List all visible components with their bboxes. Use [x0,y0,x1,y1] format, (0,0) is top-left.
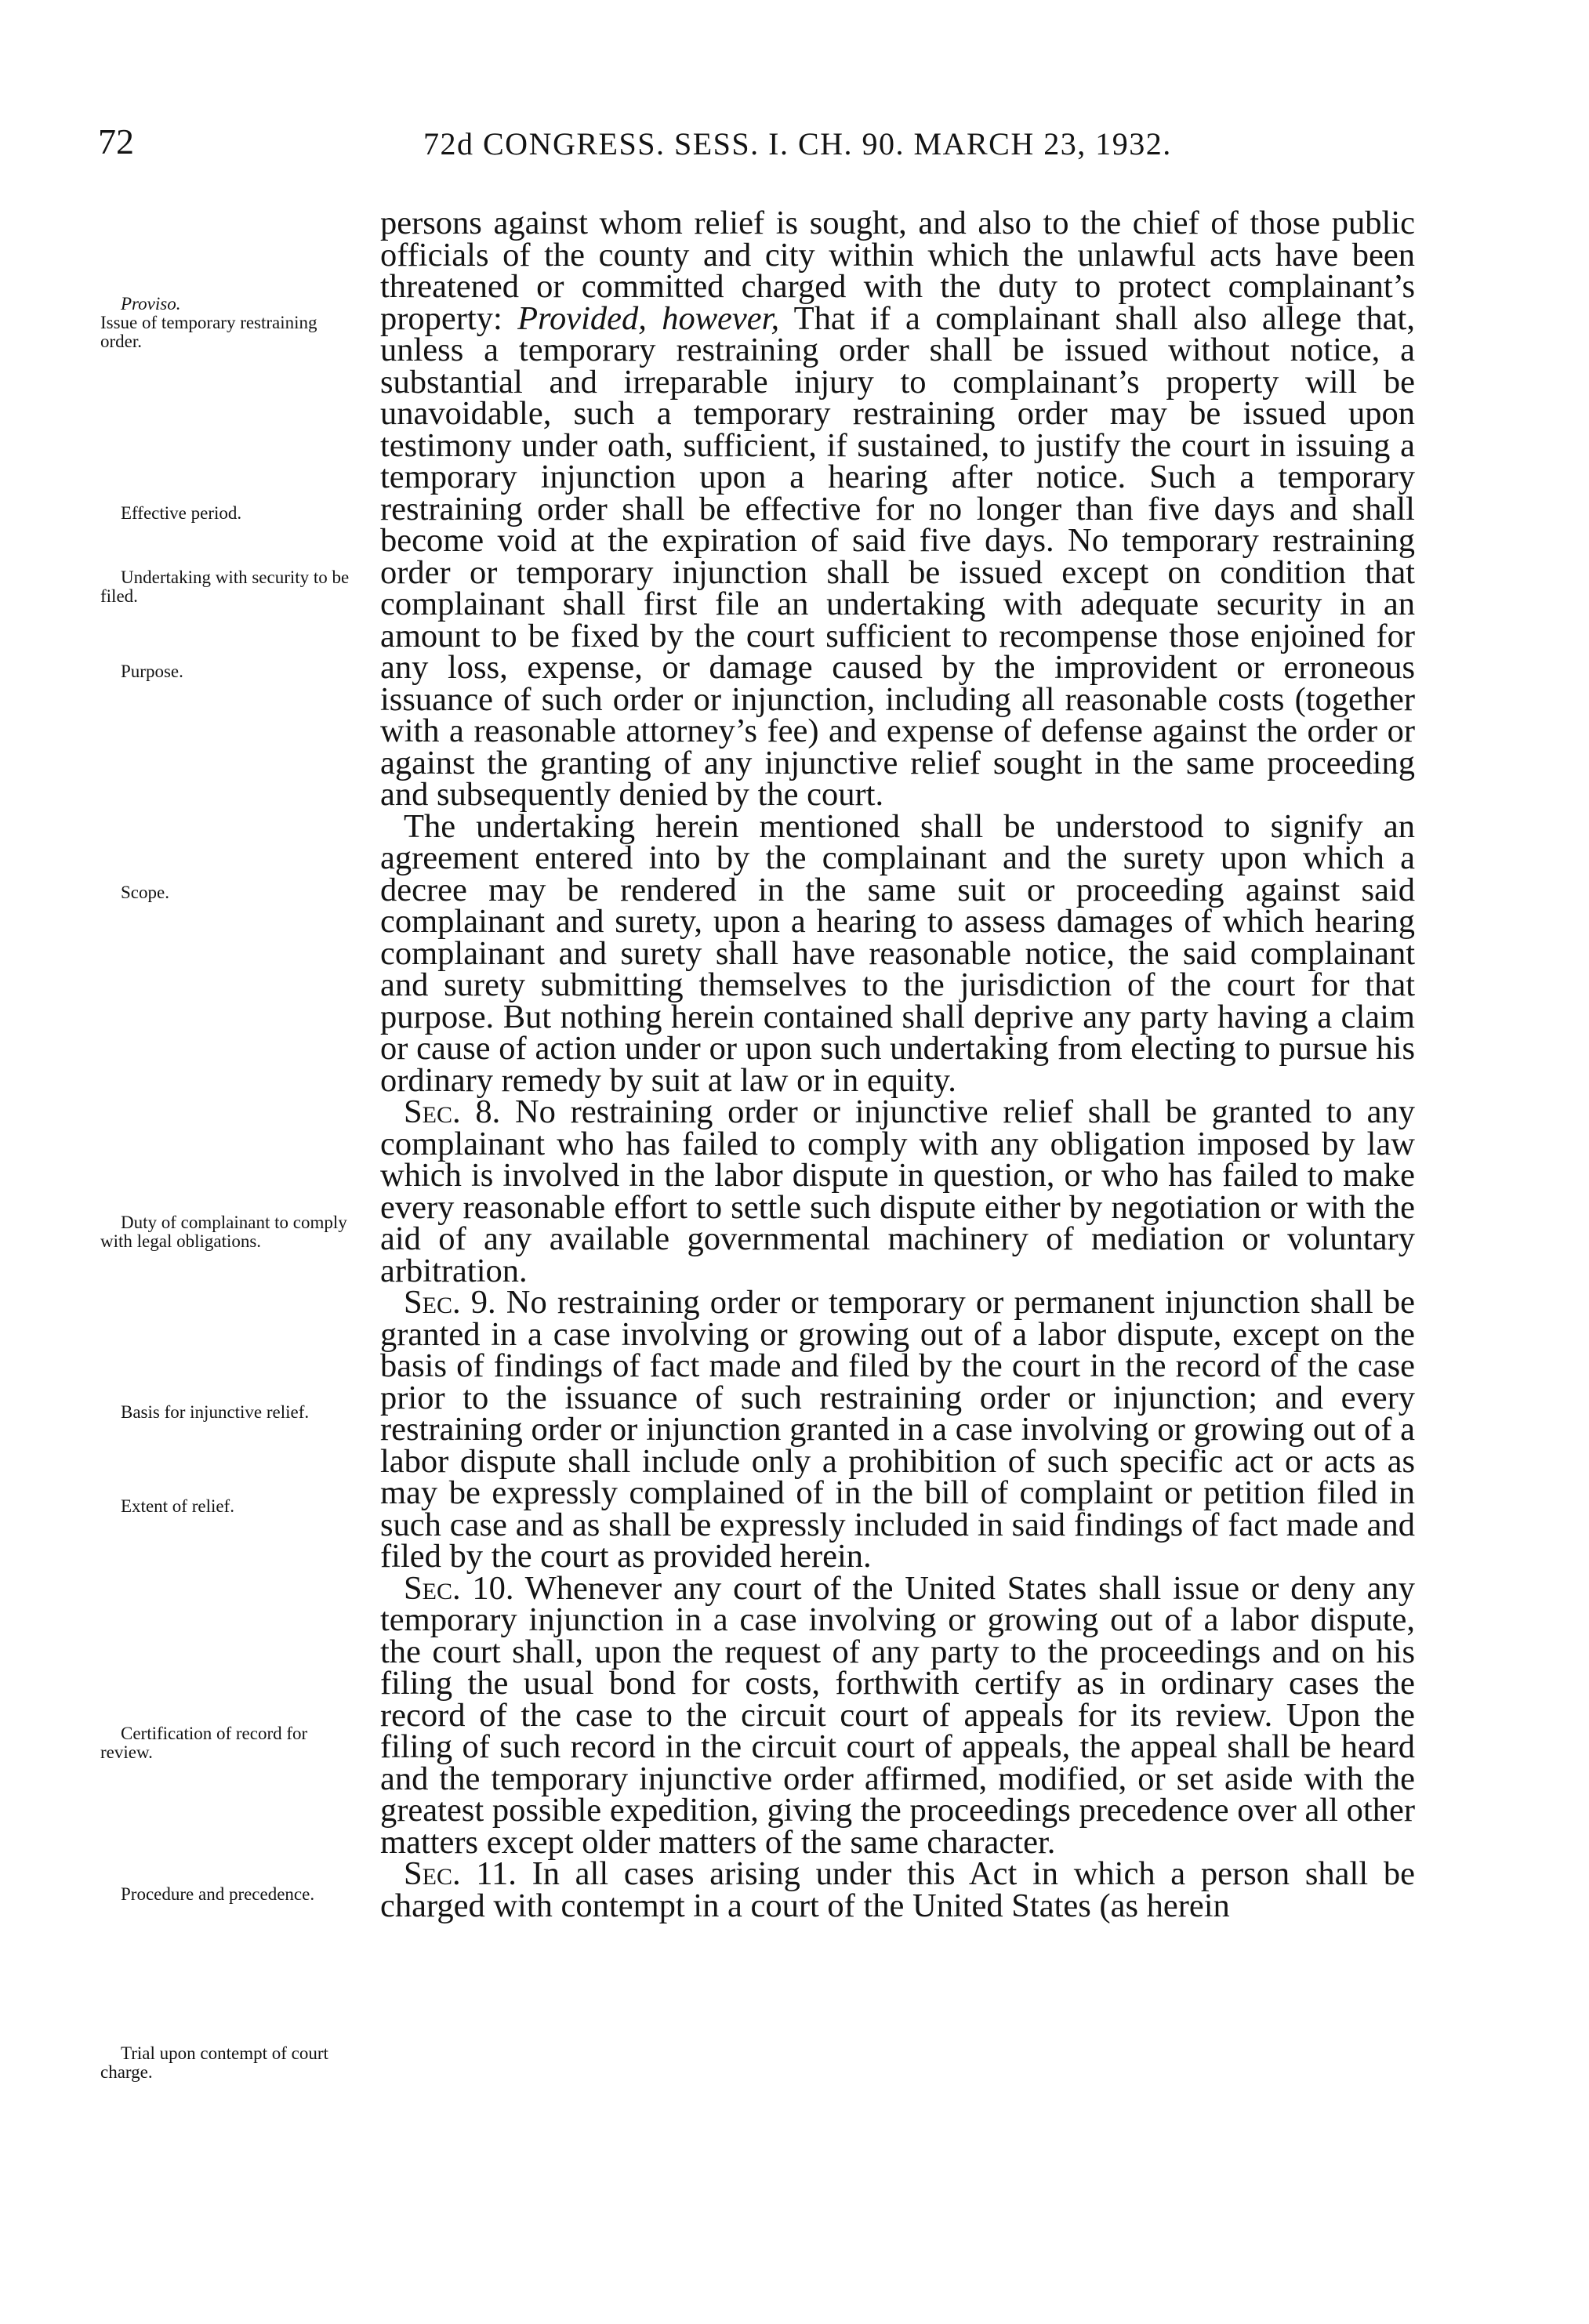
margin-note-proviso [100,295,359,351]
section-label: Sec. 10. [404,1569,514,1607]
section-label: Sec. 9. [404,1284,496,1321]
section-9 [380,1284,1415,1575]
section-8 [380,1093,1415,1289]
text-run: persons against whom relief is sought, and also to the chief of those public officials of the county and city within which the unlawful acts have been threatened or committed charged with the duty to protect complainant’s property: [380,205,1415,337]
margin-note-basis: Basis for injunctive relief. [121,1402,310,1422]
section-text: Whenever any court of the United States shall issue or deny any temporary injunction in a case involving or growing out of a labor dispute, the court shall, upon the request of any party to the proceedings and on his filing the usual bond for costs, forthwith certify as in ordinary cases the record of the case to the circuit court of appeals for its review. Upon the filing of such record in the circuit court of appeals, the appeal shall be heard and the temporary injunctive order affirmed, modified, or set aside with the greatest possible expedition, giving the proceedings precedence over all other matters except older matters of the same character. [380,1569,1415,1861]
section-text: No restraining order or injunctive relief shall be granted to any complainant who has failed to comply with any obligation imposed by law which is involved in the labor dispute in question, or who has failed to make every reasonable effort to settle such dispute either by negotiation or with the aid of any available governmental machinery of mediation or voluntary arbitration. [380,1093,1415,1289]
margin-note-trial: Trial upon contempt of court charge. [100,2043,328,2082]
margin-note-italic: Proviso. [121,294,181,314]
paragraph-undertaking: The undertaking herein mentioned shall be understood to signify an agreement entered into by the complainant and the surety upon which a decree may be rendered in the same suit or proceeding against said complainant and surety, upon a hearing to assess damages of which hearing complainant and surety shall have reasonable notice, the said complainant and surety submitting themselves to the jurisdiction of the court for that purpose. But nothing herein contained shall deprive any party having a claim or cause of action under or upon such undertaking from electing to pursue his ordinary remedy by suit at law or in equity. [380,807,1415,1099]
margin-note-purpose: Purpose. [121,662,183,681]
margin-note-effective-period: Effective period. [121,503,242,523]
section-11 [380,1855,1415,1924]
section-text: In all cases arising under this Act in which a person shall be charged with contempt in a court of the United States (as herein [380,1855,1415,1924]
margin-note-duty: Duty of complainant to comply with legal obligations. [100,1213,347,1251]
running-header: 72d CONGRESS. SESS. I. CH. 90. MARCH 23, 1932. [423,126,1172,161]
margin-note-extent: Extent of relief. [121,1496,234,1516]
paragraph-continuation [380,205,1415,813]
section-10 [380,1569,1415,1861]
margin-note-procedure: Procedure and precedence. [121,1884,315,1904]
margin-note-text: Issue of temporary restraining order. [100,313,317,351]
margin-note-scope: Scope. [121,883,169,902]
margin-note-undertaking: Undertaking with security to be filed. [100,567,350,606]
margin-note-certification: Certification of record for review. [100,1724,308,1762]
text-run: That if a complainant shall also allege that, unless a temporary restraining order shall be issued without notice, a substantial and irreparable injury to complainant’s property will be unavoidable, such a temporary restraining order may be issued upon testimony under oath, sufficient, if sustained, to justify the court in issuing a temporary injunction upon a hearing after notice. Such a temporary restraining order shall be effective for no longer than five days and shall become void at the expiration of said five days. No temporary restraining order or temporary injunction shall be issued except on condition that complainant shall first file an undertaking with adequate security in an amount to be fixed by the court sufficient to recompense those enjoined for any loss, expense, or damage caused by the improvident or erroneous issuance of such order or injunction, including all reasonable costs (together with a reasonable attorney’s fee) and expense of defense against the order or against the granting of any injunctive relief sought in the same proceeding and subsequently denied by the court. [380,299,1415,813]
page-number: 72 [98,121,134,161]
section-text: No restraining order or temporary or permanent injunction shall be granted in a case involving or growing out of a labor dispute, except on the basis of findings of fact made and filed by the court in the record of the case prior to the issuance of such restraining order or injunction; and every restraining order or injunction granted in a case involving or growing out of a labor dispute shall include only a prohibition of such specific act or acts as may be expressly complained of in the bill of complaint or petition filed in such case and as shall be expressly included in said findings of fact made and filed by the court as provided herein. [380,1284,1415,1575]
main-text [380,205,1415,1924]
section-label: Sec. 11. [404,1855,517,1892]
provided-however: Provided, however, [517,299,780,337]
section-label: Sec. 8. [404,1093,501,1130]
